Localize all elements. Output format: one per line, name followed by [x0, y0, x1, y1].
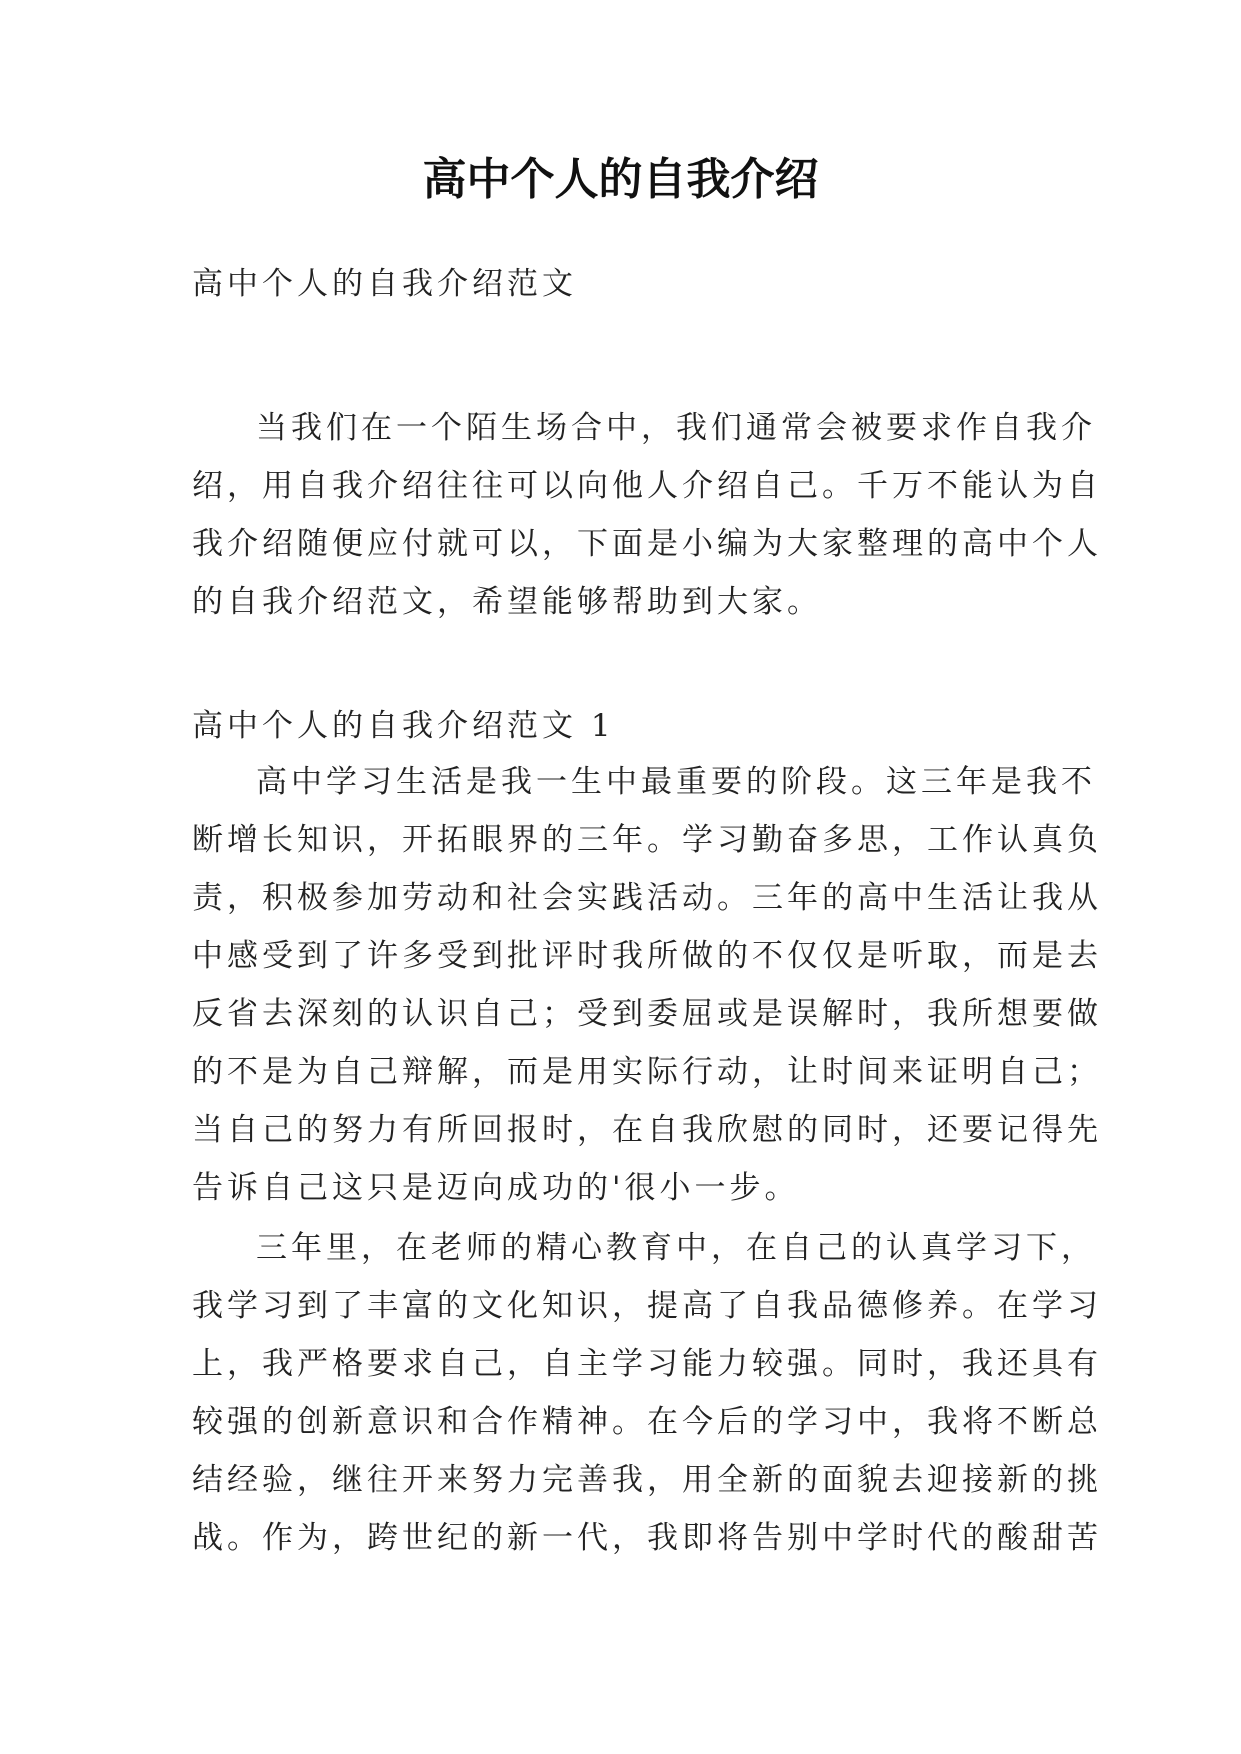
intro-line: 的自我介绍范文，希望能够帮助到大家。	[192, 584, 822, 620]
section-heading: 高中个人的自我介绍范文 1	[192, 708, 615, 744]
intro-line: 绍，用自我介绍往往可以向他人介绍自己。千万不能认为自	[192, 468, 1102, 504]
paragraph-line: 的不是为自己辩解，而是用实际行动，让时间来证明自己；	[192, 1054, 1102, 1090]
paragraph-line: 当自己的努力有所回报时，在自我欣慰的同时，还要记得先	[192, 1112, 1102, 1148]
paragraph-line: 上，我严格要求自己，自主学习能力较强。同时，我还具有	[192, 1346, 1102, 1382]
paragraph-line: 告诉自己这只是迈向成功的'很小一步。	[192, 1170, 800, 1206]
document-title: 高中个人的自我介绍	[422, 154, 819, 205]
intro-line: 当我们在一个陌生场合中，我们通常会被要求作自我介	[256, 410, 1096, 446]
paragraph-line: 反省去深刻的认识自己；受到委屈或是误解时，我所想要做	[192, 996, 1102, 1032]
paragraph-line: 高中学习生活是我一生中最重要的阶段。这三年是我不	[256, 764, 1096, 800]
intro-line: 我介绍随便应付就可以，下面是小编为大家整理的高中个人	[192, 526, 1102, 562]
paragraph-line: 中感受到了许多受到批评时我所做的不仅仅是听取，而是去	[192, 938, 1102, 974]
paragraph-line: 责，积极参加劳动和社会实践活动。三年的高中生活让我从	[192, 880, 1102, 916]
paragraph-line: 我学习到了丰富的文化知识，提高了自我品德修养。在学习	[192, 1288, 1102, 1324]
paragraph-line: 较强的创新意识和合作精神。在今后的学习中，我将不断总	[192, 1404, 1102, 1440]
subtitle: 高中个人的自我介绍范文	[192, 266, 577, 302]
paragraph-line: 战。作为，跨世纪的新一代，我即将告别中学时代的酸甜苦	[192, 1520, 1102, 1556]
paragraph-line: 结经验，继往开来努力完善我，用全新的面貌去迎接新的挑	[192, 1462, 1102, 1498]
paragraph-line: 断增长知识，开拓眼界的三年。学习勤奋多思，工作认真负	[192, 822, 1102, 858]
paragraph-line: 三年里，在老师的精心教育中，在自己的认真学习下，	[256, 1230, 1096, 1266]
